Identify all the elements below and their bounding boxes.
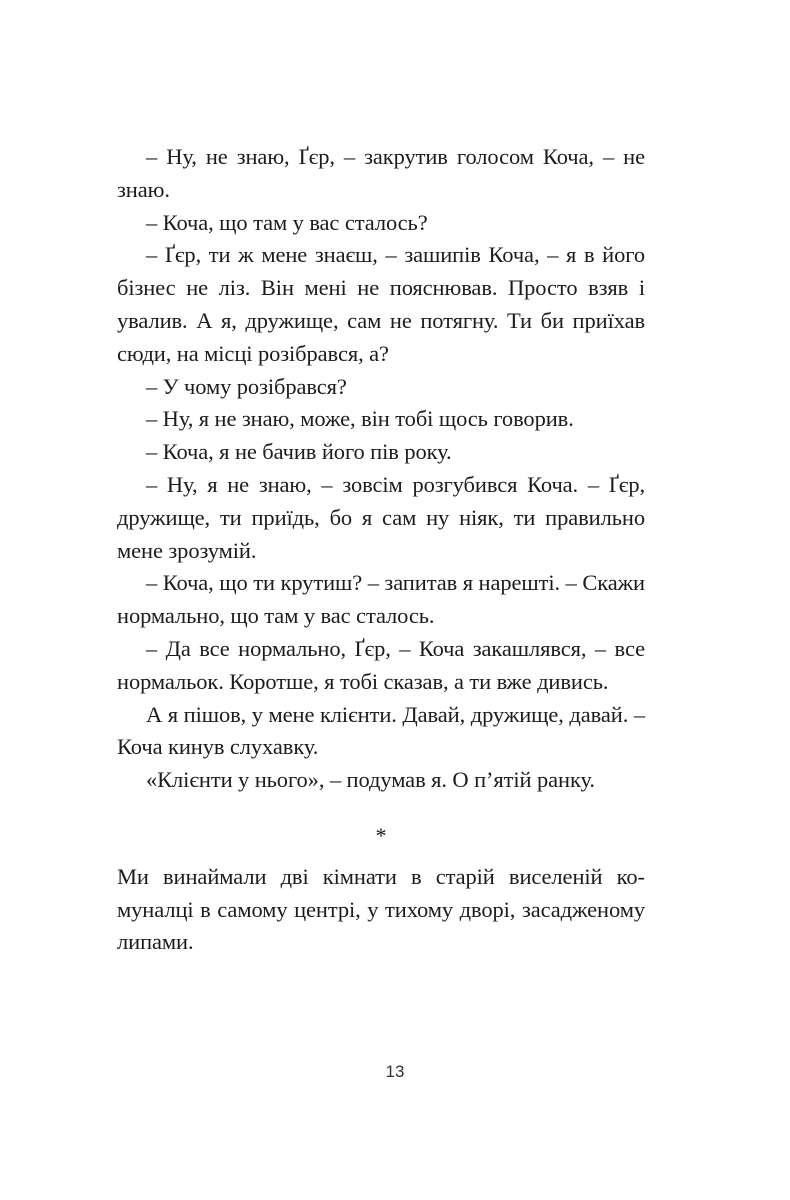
paragraph-1: – Ну, не знаю, Ґєр, – закрутив голосом Коча, – не знаю. [117,144,645,202]
paragraph-7: – Ну, я не знаю, – зовсім розгубився Коча. – Ґєр, дружище, ти приїдь, бо я сам ну ніяк, ти правильно мене зрозумій. [117,471,645,563]
section-break-asterisk: * [375,822,387,848]
paragraph-6: – Коча, я не бачив його пів року. [146,439,452,465]
paragraph-5: – Ну, я не знаю, може, він тобі щось говорив. [146,406,574,432]
paragraph-3: – Ґєр, ти ж мене знаєш, – зашипів Коча, – я в його бізнес не ліз. Він мені не пояснював. Просто взяв і увалив. А я, дружище, сам не потягну. Ти би приїхав сюди, на місці розібрався, а? [117,242,645,366]
paragraph-after-break: Ми винаймали дві кімнати в старій виселеній комуналці в самому центрі, у тихому дворі, засадженому липами. [117,863,645,955]
body-text [117,141,645,959]
paragraph-9: – Да все нормально, Ґєр, – Коча закашлявся, – все нормальок. Коротше, я тобі сказав, а ти вже дивись. [117,635,645,694]
page-number: 13 [385,1062,405,1081]
paragraph-4: – У чому розібрався? [146,373,347,399]
paragraph-2: – Коча, що там у вас сталось? [146,209,428,235]
paragraph-8: – Коча, що ти крутиш? – запитав я нарешті. – Скажи нормально, що там у вас сталось. [117,570,645,629]
paragraph-11: «Клієнти у нього», – подумав я. О п’ятій ранку. [146,767,595,793]
paragraph-10: А я пішов, у мене клієнти. Давай, дружище, давай. – Коча кинув слухавку. [117,701,645,760]
